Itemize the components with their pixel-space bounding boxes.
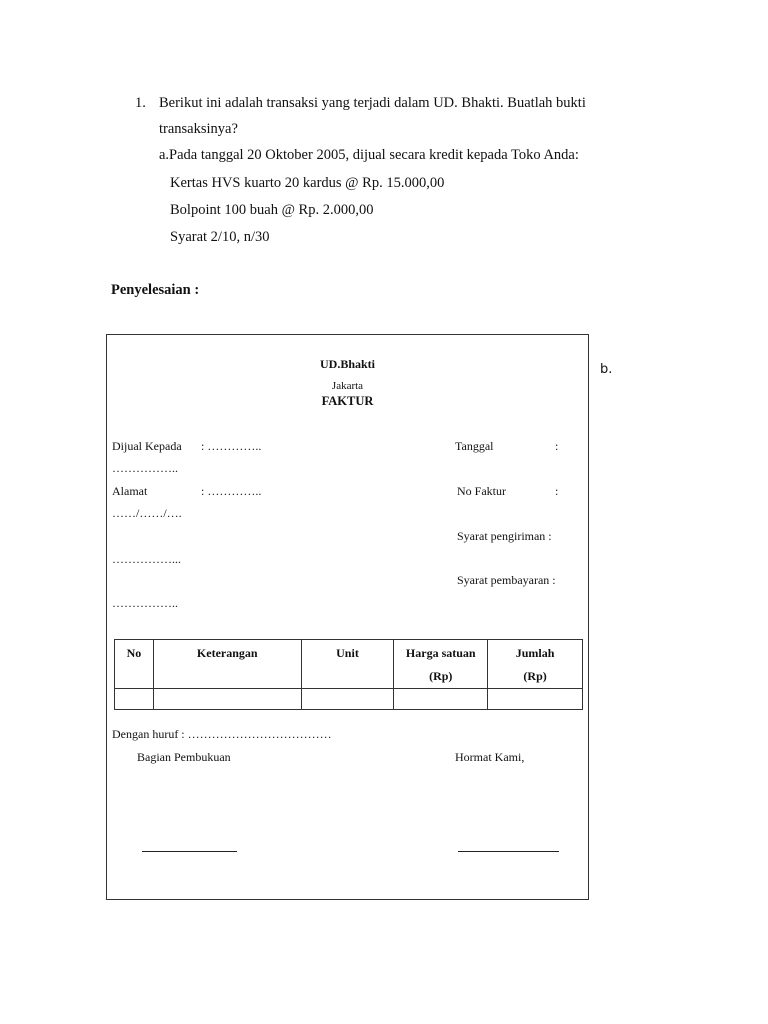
signature-line-regards [458,851,559,852]
invoice-title: FAKTUR [321,394,374,408]
side-label-b: b. [600,362,613,377]
date-label: Tanggal [455,439,494,453]
col-price-header [394,640,488,689]
col-total-line2: (Rp) [523,669,547,683]
question-item-1: Kertas HVS kuarto 20 kardus @ Rp. 15.000,00 [170,175,445,191]
sold-to-value: : ………….. [201,439,262,453]
sold-to-label: Dijual Kepada [112,439,182,453]
col-description-header: Keterangan [153,640,301,689]
col-price-line2: (Rp) [429,669,453,683]
solution-heading: Penyelesaian : [111,282,200,298]
address-label: Alamat [112,484,148,498]
invoice-no-colon: : [555,484,559,498]
shipping-terms-continuation: ……………... [112,552,181,566]
table-cell [115,689,154,710]
question-terms: Syarat 2/10, n/30 [170,229,270,245]
company-city: Jakarta [331,380,364,392]
table-cell [153,689,301,710]
address-continuation: ……/……/…. [112,506,182,520]
invoice-no-label: No Faktur [457,484,506,498]
payment-terms-label: Syarat pembayaran : [457,573,556,587]
col-no-header: No [115,640,154,689]
company-name: UD.Bhakti [319,357,375,371]
col-unit-header: Unit [301,640,394,689]
question-line-2: transaksinya? [159,121,238,137]
shipping-terms-label: Syarat pengiriman : [457,529,552,543]
items-table-header [115,640,583,689]
bookkeeping-label: Bagian Pembukuan [137,750,231,764]
items-table [114,639,583,710]
table-row [115,689,583,710]
payment-terms-continuation: …………….. [112,596,178,610]
question-part-a: a.Pada tanggal 20 Oktober 2005, dijual secara kredit kepada Toko Anda: [159,147,579,163]
date-colon: : [555,439,559,453]
table-cell [301,689,394,710]
regards-label: Hormat Kami, [455,750,525,764]
question-item-2: Bolpoint 100 buah @ Rp. 2.000,00 [170,202,374,218]
signature-line-bookkeeping [142,851,237,852]
address-value: : ………….. [201,484,262,498]
col-total-line1: Jumlah [515,646,555,660]
sold-to-continuation: …………….. [112,461,178,475]
invoice-form [106,334,589,900]
question-line-1: Berikut ini adalah transaksi yang terjadi dalam UD. Bhakti. Buatlah bukti [159,95,586,111]
table-cell [394,689,488,710]
table-cell [488,689,583,710]
in-words-label: Dengan huruf : ……………………………… [112,727,332,741]
col-total-header [488,640,583,689]
question-number: 1. [135,95,146,111]
col-price-line1: Harga satuan [405,646,476,660]
